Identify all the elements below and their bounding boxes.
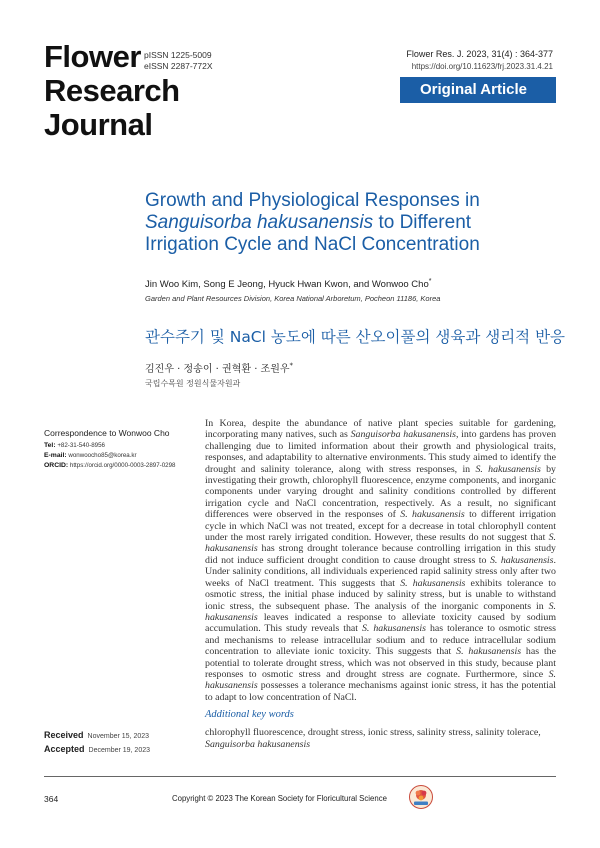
korean-author-names: 김진우 · 정송이 · 권혁환 · 조원우: [145, 364, 290, 375]
correspondence-email: [44, 451, 196, 461]
accepted-date: December 19, 2023: [88, 747, 150, 754]
page-number: 364: [44, 794, 59, 804]
article-title: [145, 190, 545, 256]
accepted-line: [44, 743, 150, 757]
keywords-list: [205, 727, 556, 751]
abstract-text: . Under salinity conditions, all individuals experienced rapid salinity stress only after two weeks of NaCl treatment. This suggests that: [205, 554, 556, 589]
abstract-species: Sanguisorba hakusanensis: [350, 429, 456, 441]
journal-logo-line-3: Journal: [44, 107, 153, 142]
title-line-1: Growth and Physiological Responses in: [145, 190, 480, 211]
correspondence-heading: Correspondence to Wonwoo Cho: [44, 428, 170, 438]
journal-logo-line-1: Flower: [44, 39, 141, 74]
orcid-label: ORCID:: [44, 462, 69, 469]
doi-link[interactable]: https://doi.org/10.11623/frj.2023.31.4.21: [411, 62, 553, 71]
dates-block: [44, 729, 150, 757]
email-label: E-mail:: [44, 452, 67, 459]
affiliation: Garden and Plant Resources Division, Korea National Arboretum, Pocheon 11186, Korea: [145, 294, 441, 303]
abstract-text: leaves indicated a response to alleviate toxicity caused by sodium accumulation. This study reveals that: [205, 611, 556, 635]
received-label: Received: [44, 730, 84, 740]
society-seal-icon: [409, 785, 433, 809]
abstract-text: In Korea, despite the abundance of native plant species suitable for gardening, incorporating many natives, such as: [205, 418, 556, 441]
received-line: [44, 729, 150, 743]
corresponding-mark: *: [428, 278, 432, 285]
article-type-badge: Original Article: [400, 77, 556, 103]
journal-logo-line-2: Research: [44, 73, 180, 108]
abstract-species: S. hakusanensis: [400, 577, 466, 589]
korean-author-list: [145, 360, 293, 375]
keywords-species: Sanguisorba hakusanensis: [205, 739, 311, 750]
korean-corresponding-mark: *: [289, 361, 294, 370]
korean-affiliation: 국립수목원 정원식물자원과: [145, 379, 241, 388]
eissn: eISSN 2287-772X: [144, 61, 213, 71]
copyright-notice: Copyright © 2023 The Korean Society for Floricultural Science: [172, 794, 387, 803]
abstract-species: S. hakusanensis: [205, 668, 556, 692]
title-line-2: [145, 212, 545, 234]
title-line-3: Irrigation Cycle and NaCl Concentration: [145, 234, 480, 255]
pissn: pISSN 1225-5009: [144, 50, 212, 60]
keywords-heading: Additional key words: [205, 709, 294, 720]
keywords-text: chlorophyll fluorescence, drought stress, ionic stress, salinity stress, salinity tolerace,: [205, 727, 541, 738]
abstract-text: has tolerance to osmotic stress and mechanisms to release intracellular sodium and to reduce intracellular sodium concentration to alleviate ionic toxicity. This suggests that: [205, 623, 556, 658]
abstract-text: has strong drought tolerance because controlling irrigation in this study did not induce sufficient drought condition to cause drought stress to: [205, 543, 556, 566]
correspondence-orcid: [44, 461, 196, 471]
abstract-text: possesses a tolerance mechanisms against ionic stress, it has the potential to adapt to low concentration of NaCl.: [205, 680, 556, 703]
email-value[interactable]: wonwoocho85@korea.kr: [66, 452, 137, 459]
author-list: [145, 278, 431, 290]
abstract-species: S. hakusanensis: [456, 646, 522, 658]
abstract-species: S. hakusanensis: [475, 463, 541, 475]
abstract-text: exhibits tolerance to osmotic stress, the initial phase induced by salinity stress, but is unable to withstand ionic stress, the subsequent phase. The analysis of the inorganic components in: [205, 577, 556, 612]
citation: Flower Res. J. 2023, 31(4) : 364-377: [406, 49, 553, 59]
abstract-species: S. hakusanensis: [400, 509, 465, 521]
abstract: [205, 418, 556, 703]
received-date: November 15, 2023: [87, 733, 150, 740]
orcid-value[interactable]: https://orcid.org/0000-0003-2897-0298: [68, 462, 176, 469]
title-species: Sanguisorba hakusanensis: [145, 212, 374, 233]
abstract-species: S. hakusanensis: [361, 623, 426, 635]
abstract-species: S. hakusanensis: [205, 532, 556, 555]
abstract-text: , into gardens has proven challenging due to limited information about their growth and physiological traits, responses, and adaptability to alternative environments. This study aimed to identify the drought and salinity tolerance, along with stress responses, in: [205, 429, 557, 475]
correspondence-block: [44, 428, 196, 471]
tel-value: +82-31-540-8956: [55, 442, 105, 449]
abstract-text: to different irrigation cycle in which NaCl was not treated, except for a decrease in total chlorophyll content under the most rarely irrigated condition. However, these results do not suggest that: [205, 509, 556, 544]
tel-label: Tel:: [44, 442, 56, 449]
korean-title: 관수주기 및 NaCl 농도에 따른 산오이풀의 생육과 생리적 반응: [145, 328, 566, 346]
footer-divider: [44, 776, 556, 777]
abstract-species: S. hakusanensis: [205, 600, 556, 623]
accepted-label: Accepted: [44, 744, 85, 754]
issn-block: [144, 50, 213, 72]
correspondence-tel: [44, 441, 196, 451]
abstract-text: by investigating their growth, chlorophyll fluorescence, enzyme components, and inorganic components under varying drought and salinity conditions controlled by different irrigation cycle and NaCl concentration, respectively. As a result, no significant differences were observed in the responses of: [205, 463, 556, 521]
abstract-text: has the potential to tolerate drought stress, which was not observed in this study, because plant responses to osmotic stress and drought stress are cognate. Furthermore, since: [205, 646, 557, 680]
title-line-2-rest: to Different: [373, 212, 472, 233]
abstract-species: S. hakusanensis: [489, 554, 554, 566]
author-names: Jin Woo Kim, Song E Jeong, Hyuck Hwan Kwon, and Wonwoo Cho: [145, 279, 429, 291]
